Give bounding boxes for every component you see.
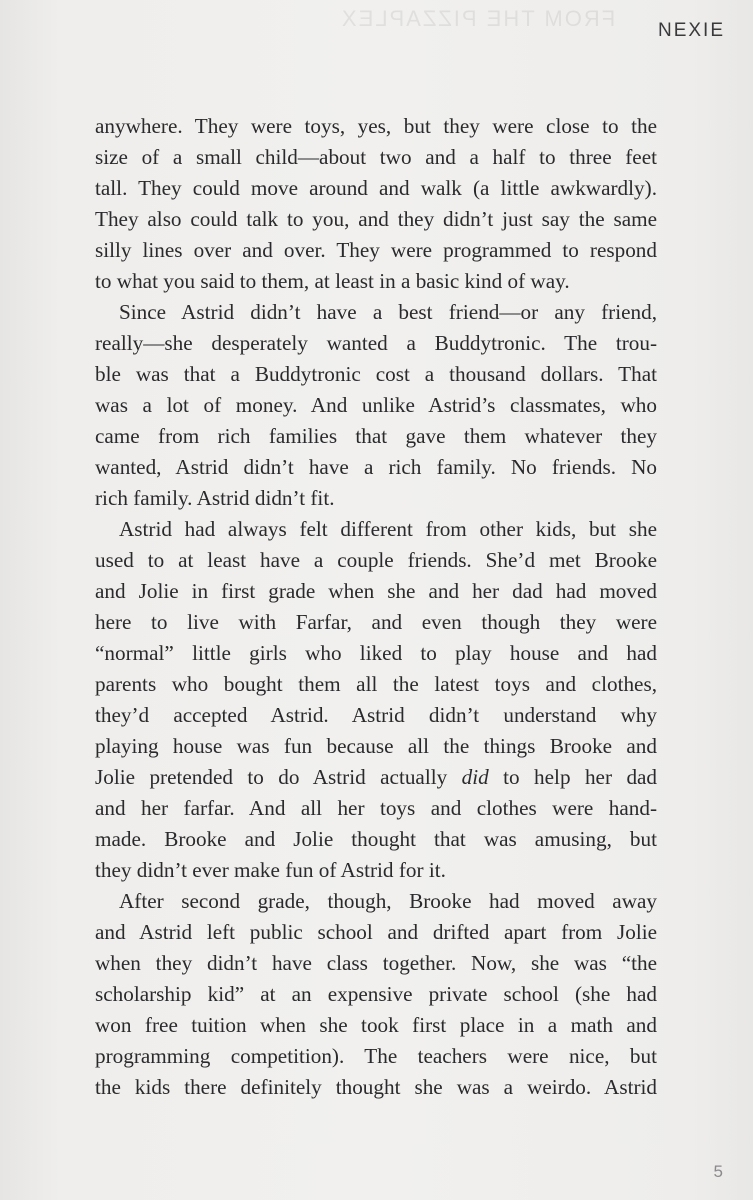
text-line: silly lines over and over. They were programmed to respond	[95, 238, 657, 262]
page-number: 5	[713, 1162, 723, 1181]
running-head: NEXIE	[657, 20, 725, 41]
text-line: parents who bought them all the latest toys and clothes,	[95, 672, 657, 696]
italic-word: did	[461, 765, 489, 789]
text-line-with-italic	[95, 762, 657, 793]
text-line: They also could talk to you, and they didn’t just say the same	[95, 207, 657, 231]
text-line: ble was that a Buddytronic cost a thousand dollars. That	[95, 362, 657, 386]
text-line: wanted, Astrid didn’t have a rich family. No friends. No	[95, 455, 657, 479]
text-line: really—she desperately wanted a Buddytronic. The trou-	[95, 331, 657, 355]
text-line: and Jolie in first grade when she and her dad had moved	[95, 579, 657, 603]
text-line: Astrid had always felt different from other kids, but she	[119, 517, 657, 541]
text-line: when they didn’t have class together. Now, she was “the	[95, 951, 657, 975]
text-line: and her farfar. And all her toys and clothes were hand-	[95, 796, 657, 820]
text-line: After second grade, though, Brooke had moved away	[119, 889, 657, 913]
text-line: programming competition). The teachers were nice, but	[95, 1044, 657, 1068]
body-text	[95, 111, 657, 1103]
text-line: anywhere. They were toys, yes, but they were close to the	[95, 114, 657, 138]
text-segment: to help her dad	[503, 765, 658, 789]
text-line: made. Brooke and Jolie thought that was amusing, but	[95, 827, 657, 851]
text-line: they’d accepted Astrid. Astrid didn’t understand why	[95, 703, 657, 727]
text-line: here to live with Farfar, and even though they were	[95, 610, 657, 634]
text-line: was a lot of money. And unlike Astrid’s classmates, who	[95, 393, 657, 417]
text-line: rich family. Astrid didn’t fit.	[95, 486, 335, 510]
text-segment: Jolie pretended to do Astrid actually	[95, 765, 448, 789]
text-line: used to at least have a couple friends. She’d met Brooke	[95, 548, 657, 572]
text-line: scholarship kid” at an expensive private school (she had	[95, 982, 657, 1006]
text-line: Since Astrid didn’t have a best friend—or any friend,	[119, 300, 657, 324]
text-line: to what you said to them, at least in a basic kind of way.	[95, 269, 570, 293]
text-line: the kids there definitely thought she was a weirdo. Astrid	[95, 1075, 657, 1099]
text-line: “normal” little girls who liked to play house and had	[95, 641, 657, 665]
text-line: tall. They could move around and walk (a little awkwardly).	[95, 176, 657, 200]
text-line: playing house was fun because all the things Brooke and	[95, 734, 657, 758]
text-line: won free tuition when she took first place in a math and	[95, 1013, 657, 1037]
bleed-through-text: FROM THE PIZZAPLEX	[340, 6, 616, 31]
text-line: they didn’t ever make fun of Astrid for it.	[95, 858, 446, 882]
text-line: came from rich families that gave them whatever they	[95, 424, 657, 448]
text-line: size of a small child—about two and a half to three feet	[95, 145, 657, 169]
text-line: and Astrid left public school and drifted apart from Jolie	[95, 920, 657, 944]
